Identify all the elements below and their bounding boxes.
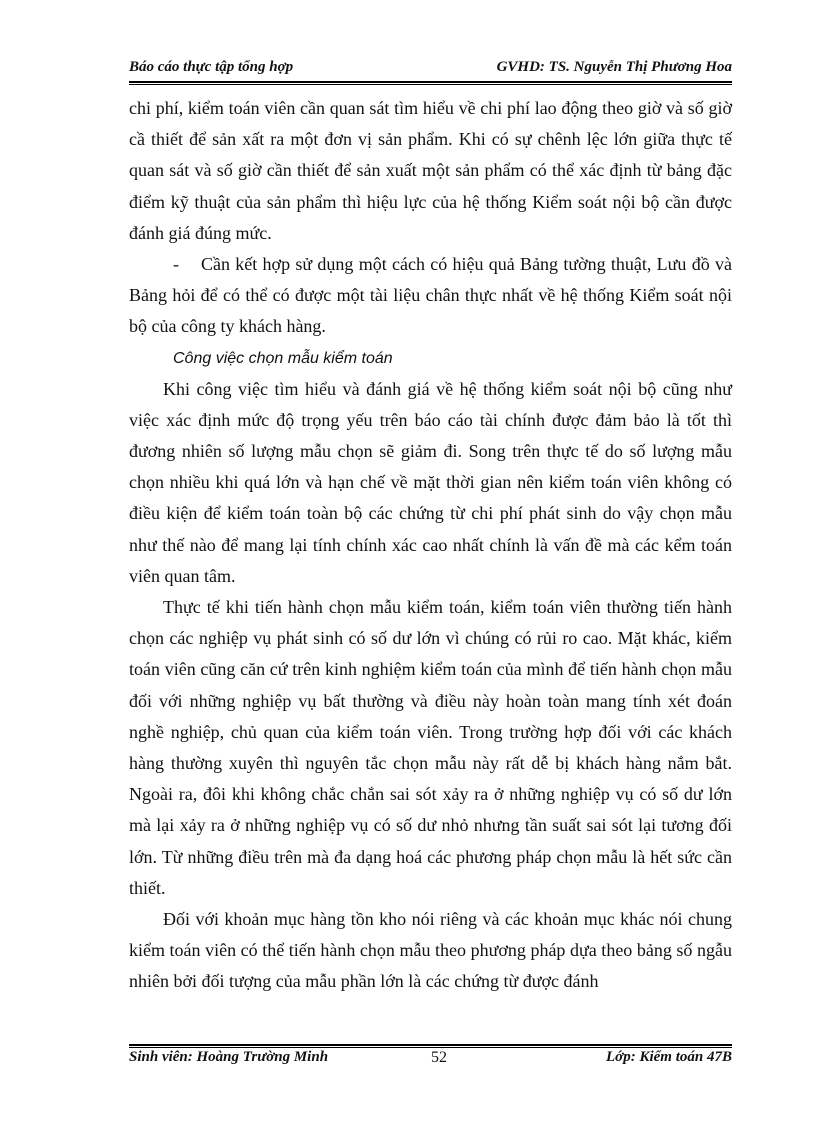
dash-marker: - — [173, 254, 179, 275]
section-heading: Công việc chọn mẫu kiểm toán — [173, 349, 393, 367]
dash-item-text: Cần kết hợp sử dụng một cách có hiệu quả Bảng tường thuật, Lưu đồ và Bảng hỏi để có thể có được một tài liệu chân thực nhất về hệ thống Kiểm soát nội bộ của công ty khách hàng. — [129, 254, 732, 337]
page-number: 52 — [431, 1049, 447, 1066]
footer-class: Lớp: Kiểm toán 47B — [606, 1049, 732, 1065]
footer-divider-thin — [129, 1047, 732, 1048]
dash-list-item — [129, 249, 732, 343]
header-divider — [129, 84, 732, 85]
paragraph-continuation: chi phí, kiểm toán viên cần quan sát tìm hiểu về chi phí lao động theo giờ và số giờ cầ thiết để sản xất ra một đơn vị sản phẩm. Khi có sự chênh lệc lớn giữa thực tế quan sát và số giờ cần thiết để sản xuất một sản phẩm có thể xác định từ bảng đặc điểm kỹ thuật của sản phẩm thì hiệu lực của hệ thống Kiểm soát nội bộ cần được đánh giá đúng mức. — [129, 98, 732, 243]
paragraph: Khi công việc tìm hiểu và đánh giá về hệ thống kiểm soát nội bộ cũng như việc xác định mức độ trọng yếu trên báo cáo tài chính được đảm bảo là tốt thì đương nhiên số lượng mẫu chọn sẽ giảm đi. Song trên thực tế do số lượng mẫu chọn nhiều khi quá lớn và hạn chế về mặt thời gian nên kiểm toán viên không có điều kiện để kiểm toán toàn bộ các chứng từ chi phí phát sinh do vậy chọn mẫu như thế nào để mang lại tính chính xác cao nhất chính là vấn đề mà các kểm toán viên quan tâm. — [129, 378, 732, 586]
header-report-title: Báo cáo thực tập tổng hợp — [129, 59, 294, 75]
footer-divider — [129, 1044, 732, 1046]
page-footer — [129, 1049, 732, 1073]
paragraph: Đối với khoản mục hàng tồn kho nói riêng và các khoản mục khác nói chung kiểm toán viên có thể tiến hành chọn mẫu theo phương pháp dựa theo bảng số ngẫu nhiên bởi đối tượng của mẫu phần lớn là các chứng từ được đánh — [129, 909, 732, 992]
footer-student: Sinh viên: Hoàng Trường Minh — [129, 1049, 329, 1065]
paragraph: Thực tế khi tiến hành chọn mẫu kiểm toán, kiểm toán viên thường tiến hành chọn các nghiệp vụ phát sinh có số dư lớn vì chúng có rủi ro cao. Mặt khác, kiểm toán viên cũng căn cứ trên kinh nghiệm kiểm toán của mình để tiến hành chọn mẫu đối với những nghiệp vụ bất thường và điều này hoàn toàn mang tính xét đoán nghề nghiệp, chủ quan của kiểm toán viên. Trong trường hợp đối với các khách hàng thường xuyên thì nguyên tắc chọn mẫu này rất dễ bị khách hàng nắm bắt. Ngoài ra, đôi khi không chắc chắn sai sót xảy ra ở những nghiệp vụ có số dư lớn mà lại xảy ra ở những nghiệp vụ có số dư nhỏ nhưng tần suất sai sót lại tương đối lớn. Từ những điều trên mà đa dạng hoá các phương pháp chọn mẫu là hết sức cần thiết. — [129, 597, 732, 898]
page-body — [129, 93, 732, 998]
page-header — [129, 55, 732, 83]
header-supervisor: GVHD: TS. Nguyễn Thị Phương Hoa — [496, 59, 732, 75]
